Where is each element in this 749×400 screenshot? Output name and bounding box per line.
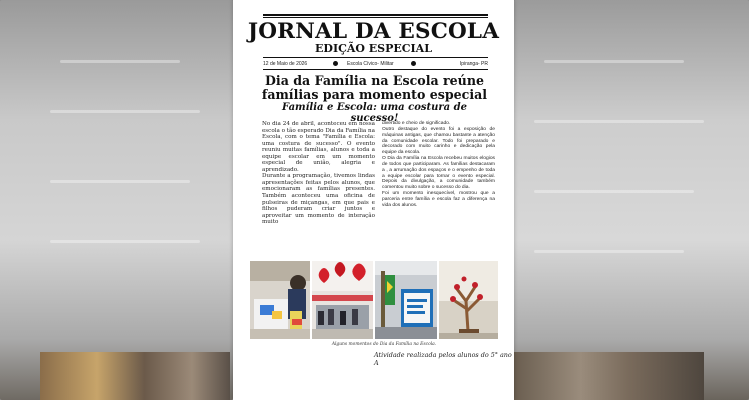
info-rule-top bbox=[263, 57, 488, 58]
blurred-text-line bbox=[60, 60, 180, 63]
top-rule bbox=[263, 14, 488, 16]
article-paragraph: divertido e cheio de significado. bbox=[382, 121, 451, 126]
activity-credit: Atividade realizada pelos alunos do 5° ano A bbox=[374, 351, 512, 367]
article-column-right bbox=[382, 121, 495, 209]
blurred-text-line bbox=[50, 180, 190, 183]
location-text: Ipiranga- PR bbox=[459, 61, 488, 67]
photo-decorated-hall bbox=[312, 261, 373, 339]
date-text: 12 de Maio de 2026 bbox=[263, 61, 308, 67]
blurred-background-left bbox=[0, 0, 233, 400]
blurred-background-right bbox=[514, 0, 749, 400]
article-paragraph: Foi um momento inesquecível, mostrou que a parceria entre família e escola faz a diferença na vida dos alunos. bbox=[382, 191, 495, 208]
blurred-text-line bbox=[50, 110, 200, 113]
photo-bracelet-workshop bbox=[250, 261, 310, 339]
info-rule-bottom bbox=[263, 69, 488, 70]
top-rule-thin bbox=[263, 17, 488, 18]
blurred-text-line bbox=[534, 190, 694, 193]
newspaper-page bbox=[233, 0, 514, 400]
article-paragraph: No dia 24 de abril, aconteceu em nossa escola o tão esperado Dia da Família na Escola, com o tema "Família e Escola: uma costura de sucesso". O evento reuniu muitas famílias, alunos e toda a equipe escolar em um momento especial de união, alegria e aprendizado. bbox=[262, 121, 375, 173]
separator-dot bbox=[333, 61, 338, 66]
newspaper-title: JORNAL DA ESCOLA bbox=[247, 19, 500, 44]
blurred-photo-strip bbox=[514, 352, 704, 400]
blurred-photo-strip bbox=[40, 352, 230, 400]
article-paragraph: Durante a programação, tivemos lindas apresentações feitas pelos alunos, que emocionaram as famílias presentes. Também aconteceu uma oficina de pulseiras de miçangas, em que pais e filhos puderam criar juntos e aproveitar um momento de interação muito bbox=[262, 173, 375, 226]
edition-label: EDIÇÃO ESPECIAL bbox=[315, 42, 432, 55]
blurred-text-line bbox=[534, 120, 704, 123]
blurred-text-line bbox=[50, 240, 200, 243]
article-headline: Dia da Família na Escola reúne famílias para momento especial bbox=[261, 73, 488, 102]
blurred-text-line bbox=[544, 60, 684, 63]
photo-caption: Alguns momentos do Dia da Família na Escola. bbox=[331, 342, 437, 347]
article-paragraph: Outro destaque do evento foi a exposição de máquinas antigas, que chamou bastante a atenção da comunidade escolar. Todo foi preparado e decorado com muito carinho e dedicação pela equipe da escola. bbox=[382, 126, 495, 156]
separator-dot bbox=[411, 61, 416, 66]
article-paragraph: O Dia da Família na Escola recebeu muitos elogios de todos que participaram. As famílias destacaram a , a arrumação dos espaços e o empenho de toda a equipe escolar para tornar o evento especial. Depois da divulgação, a comunidade também comentou muito sobre o sucesso do dia. bbox=[382, 156, 495, 191]
school-text: Escola Cívico- Militar bbox=[347, 61, 394, 67]
article-subheadline: Família e Escola: uma costura de sucesso! bbox=[282, 102, 467, 124]
article-column-left bbox=[262, 121, 375, 226]
photo-family-banner bbox=[375, 261, 437, 339]
blurred-text-line bbox=[534, 250, 684, 253]
photo-heart-tree bbox=[439, 261, 498, 339]
